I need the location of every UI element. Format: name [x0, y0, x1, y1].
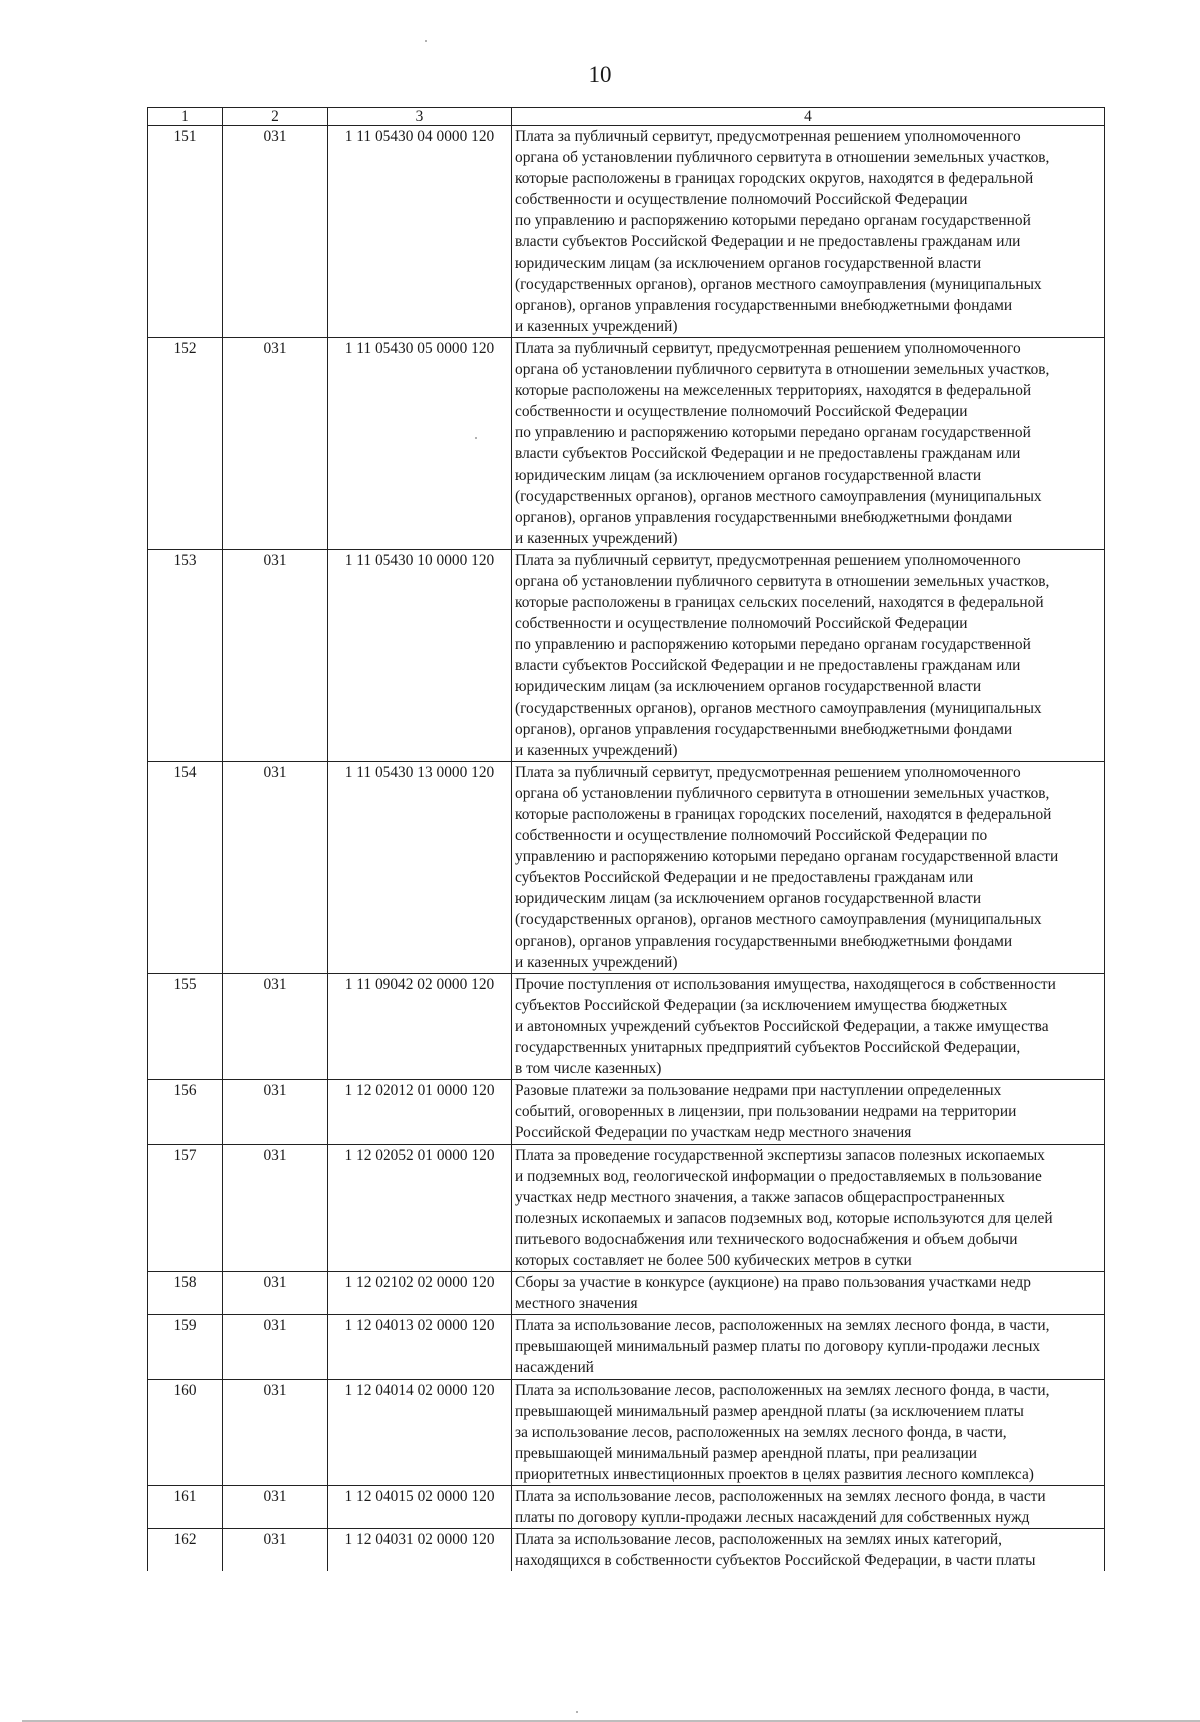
budget-classification-code: 1 12 04014 02 0000 120: [328, 1379, 512, 1485]
description-line: юридическим лицам (за исключением органов государственной власти: [515, 254, 982, 272]
admin-code: 031: [223, 973, 328, 1079]
revenue-description: [512, 1486, 1105, 1529]
admin-code: 031: [223, 1144, 328, 1272]
description-line: Плата за публичный сервитут, предусмотренная решением уполномоченного: [515, 763, 1021, 781]
description-line: собственности и осуществление полномочий Российской Федерации: [515, 403, 968, 421]
budget-classification-code: 1 12 04013 02 0000 120: [328, 1315, 512, 1379]
description-line: (государственных органов), органов местного самоуправления (муниципальных: [515, 487, 1042, 505]
revenue-description: [512, 1272, 1105, 1315]
description-line: Плата за использование лесов, расположенных на землях лесного фонда, в части,: [515, 1317, 1050, 1335]
header-col-3: 3: [328, 108, 512, 126]
description-line: и подземных вод, геологической информации о предоставляемых в пользование: [515, 1167, 1042, 1185]
description-line: органа об установлении публичного сервитута в отношении земельных участков,: [515, 361, 1050, 379]
description-line: (государственных органов), органов местного самоуправления (муниципальных: [515, 699, 1042, 717]
revenue-description: [512, 1144, 1105, 1272]
table-row: [148, 126, 1105, 338]
budget-classification-code: 1 11 05430 04 0000 120: [328, 126, 512, 338]
description-line: Плата за публичный сервитут, предусмотренная решением уполномоченного: [515, 551, 1021, 569]
description-line: превышающей минимальный размер платы по договору купли-продажи лесных: [515, 1338, 1041, 1356]
description-line: и автономных учреждений субъектов Российской Федерации, а также имущества: [515, 1017, 1049, 1035]
revenue-description: [512, 126, 1105, 338]
admin-code: 031: [223, 1529, 328, 1572]
description-line: Российской Федерации по участкам недр местного значения: [515, 1124, 912, 1142]
description-line: органа об установлении публичного сервитута в отношении земельных участков,: [515, 572, 1050, 590]
description-line: Плата за проведение государственной экспертизы запасов полезных ископаемых: [515, 1146, 1045, 1164]
admin-code: 031: [223, 1080, 328, 1144]
description-line: власти субъектов Российской Федерации и не предоставлены гражданам или: [515, 657, 1021, 675]
description-line: Плата за использование лесов, расположенных на землях лесного фонда, в части: [515, 1488, 1046, 1505]
budget-classification-code: 1 12 02012 01 0000 120: [328, 1080, 512, 1144]
description-line: субъектов Российской Федерации (за исключением имущества бюджетных: [515, 996, 1008, 1014]
scan-speck: [576, 1711, 578, 1713]
revenue-description: [512, 1080, 1105, 1144]
budget-classification-code: 1 12 02052 01 0000 120: [328, 1144, 512, 1272]
description-line: (государственных органов), органов местного самоуправления (муниципальных: [515, 911, 1042, 929]
description-line: в том числе казенных): [515, 1060, 662, 1078]
description-line: событий, оговоренных в лицензии, при пользовании недрами на территории: [515, 1103, 1017, 1121]
header-col-1: 1: [148, 108, 223, 126]
description-line: Сборы за участие в конкурсе (аукционе) на право пользования участками недр: [515, 1274, 1031, 1292]
admin-code: 031: [223, 126, 328, 338]
description-line: насаждений: [515, 1359, 594, 1377]
description-line: юридическим лицам (за исключением органов государственной власти: [515, 890, 982, 908]
budget-classification-code: 1 12 04015 02 0000 120: [328, 1486, 512, 1529]
table-row: [148, 973, 1105, 1079]
budget-classification-code: 1 11 05430 10 0000 120: [328, 549, 512, 761]
admin-code: 031: [223, 549, 328, 761]
admin-code: 031: [223, 1379, 328, 1485]
description-line: платы по договору купли-продажи лесных насаждений для собственных нужд: [515, 1509, 1030, 1527]
description-line: собственности и осуществление полномочий Российской Федерации по: [515, 827, 988, 845]
description-line: и казенных учреждений): [515, 529, 678, 547]
row-number: 161: [148, 1486, 223, 1529]
revenue-description: [512, 1529, 1105, 1572]
description-line: находящихся в собственности субъектов Российской Федерации, в части платы: [515, 1552, 1036, 1570]
description-line: местного значения: [515, 1295, 638, 1313]
admin-code: 031: [223, 761, 328, 973]
description-line: полезных ископаемых и запасов подземных вод, которые используются для целей: [515, 1209, 1053, 1227]
table-row: [148, 1486, 1105, 1529]
description-line: которые расположены на межселенных территориях, находятся в федеральной: [515, 382, 1032, 400]
scan-speck: [425, 40, 427, 42]
description-line: власти субъектов Российской Федерации и не предоставлены гражданам или: [515, 233, 1021, 251]
table-row: [148, 549, 1105, 761]
description-line: юридическим лицам (за исключением органов государственной власти: [515, 466, 982, 484]
row-number: 160: [148, 1379, 223, 1485]
scan-speck: [475, 437, 477, 439]
table-row: [148, 1144, 1105, 1272]
revenue-codes-table: [147, 107, 1105, 1571]
admin-code: 031: [223, 1315, 328, 1379]
description-line: и казенных учреждений): [515, 317, 678, 335]
description-line: превышающей минимальный размер арендной платы, при реализации: [515, 1444, 978, 1462]
description-line: органов), органов управления государственными внебюджетными фондами: [515, 720, 1013, 738]
description-line: по управлению и распоряжению которыми передано органам государственной: [515, 636, 1031, 654]
description-line: и казенных учреждений): [515, 953, 678, 971]
description-line: участках недр местного значения, а также запасов общераспространенных: [515, 1188, 1005, 1206]
table-row: [148, 1315, 1105, 1379]
row-number: 152: [148, 337, 223, 549]
description-line: по управлению и распоряжению которыми передано органам государственной: [515, 212, 1031, 230]
row-number: 158: [148, 1272, 223, 1315]
table-row: [148, 1080, 1105, 1144]
description-line: органа об установлении публичного сервитута в отношении земельных участков,: [515, 784, 1050, 802]
budget-classification-code: 1 11 05430 13 0000 120: [328, 761, 512, 973]
description-line: которые расположены в границах городских поселений, находятся в федеральной: [515, 806, 1052, 823]
revenue-description: [512, 973, 1105, 1079]
description-line: органов), органов управления государственными внебюджетными фондами: [515, 296, 1013, 314]
admin-code: 031: [223, 1272, 328, 1315]
description-line: Плата за публичный сервитут, предусмотренная решением уполномоченного: [515, 339, 1021, 357]
header-col-4: 4: [512, 108, 1105, 126]
row-number: 151: [148, 126, 223, 338]
description-line: питьевого водоснабжения или технического водоснабжения и объем добычи: [515, 1230, 1018, 1248]
admin-code: 031: [223, 1486, 328, 1529]
description-line: государственных унитарных предприятий субъектов Российской Федерации,: [515, 1039, 1021, 1057]
description-line: органов), органов управления государственными внебюджетными фондами: [515, 932, 1013, 950]
description-line: Плата за публичный сервитут, предусмотренная решением уполномоченного: [515, 128, 1021, 145]
revenue-description: [512, 549, 1105, 761]
admin-code: 031: [223, 337, 328, 549]
budget-classification-code: 1 11 05430 05 0000 120: [328, 337, 512, 549]
page-number: 10: [588, 62, 612, 87]
description-line: приоритетных инвестиционных проектов в целях развития лесного комплекса): [515, 1465, 1034, 1483]
table-row: [148, 337, 1105, 549]
revenue-description: [512, 1315, 1105, 1379]
row-number: 156: [148, 1080, 223, 1144]
description-line: органа об установлении публичного сервитута в отношении земельных участков,: [515, 149, 1050, 167]
description-line: управлению и распоряжению которыми передано органам государственной власти: [515, 848, 1059, 866]
budget-classification-code: 1 11 09042 02 0000 120: [328, 973, 512, 1079]
description-line: превышающей минимальный размер арендной платы (за исключением платы: [515, 1402, 1024, 1420]
description-line: за использование лесов, расположенных на землях лесного фонда, в части,: [515, 1423, 1007, 1441]
description-line: Плата за использование лесов, расположенных на землях иных категорий,: [515, 1531, 1002, 1549]
row-number: 155: [148, 973, 223, 1079]
description-line: которые расположены в границах сельских поселений, находятся в федеральной: [515, 594, 1044, 612]
description-line: Разовые платежи за пользование недрами при наступлении определенных: [515, 1082, 1002, 1100]
row-number: 154: [148, 761, 223, 973]
description-line: собственности и осуществление полномочий Российской Федерации: [515, 191, 968, 209]
header-col-2: 2: [223, 108, 328, 126]
description-line: Плата за использование лесов, расположенных на землях лесного фонда, в части,: [515, 1381, 1050, 1399]
header-row: [148, 108, 1105, 126]
description-line: собственности и осуществление полномочий Российской Федерации: [515, 615, 968, 633]
row-number: 153: [148, 549, 223, 761]
table-row: [148, 761, 1105, 973]
description-line: субъектов Российской Федерации и не предоставлены гражданам или: [515, 869, 974, 887]
budget-classification-code: 1 12 04031 02 0000 120: [328, 1529, 512, 1572]
description-line: (государственных органов), органов местного самоуправления (муниципальных: [515, 275, 1042, 293]
revenue-description: [512, 1379, 1105, 1485]
table-row: [148, 1529, 1105, 1572]
revenue-description: [512, 761, 1105, 973]
budget-classification-code: 1 12 02102 02 0000 120: [328, 1272, 512, 1315]
table-row: [148, 1379, 1105, 1485]
table-row: [148, 1272, 1105, 1315]
table-body: [148, 126, 1105, 1572]
description-line: органов), органов управления государственными внебюджетными фондами: [515, 508, 1013, 526]
row-number: 159: [148, 1315, 223, 1379]
description-line: и казенных учреждений): [515, 741, 678, 759]
revenue-description: [512, 337, 1105, 549]
row-number: 162: [148, 1529, 223, 1572]
table-header: [148, 108, 1105, 126]
description-line: по управлению и распоряжению которыми передано органам государственной: [515, 424, 1031, 442]
description-line: которые расположены в границах городских округов, находятся в федеральной: [515, 170, 1034, 188]
description-line: юридическим лицам (за исключением органов государственной власти: [515, 678, 982, 696]
description-line: власти субъектов Российской Федерации и не предоставлены гражданам или: [515, 445, 1021, 463]
description-line: Прочие поступления от использования имущества, находящегося в собственности: [515, 975, 1056, 993]
row-number: 157: [148, 1144, 223, 1272]
description-line: которых составляет не более 500 кубических метров в сутки: [515, 1251, 912, 1269]
